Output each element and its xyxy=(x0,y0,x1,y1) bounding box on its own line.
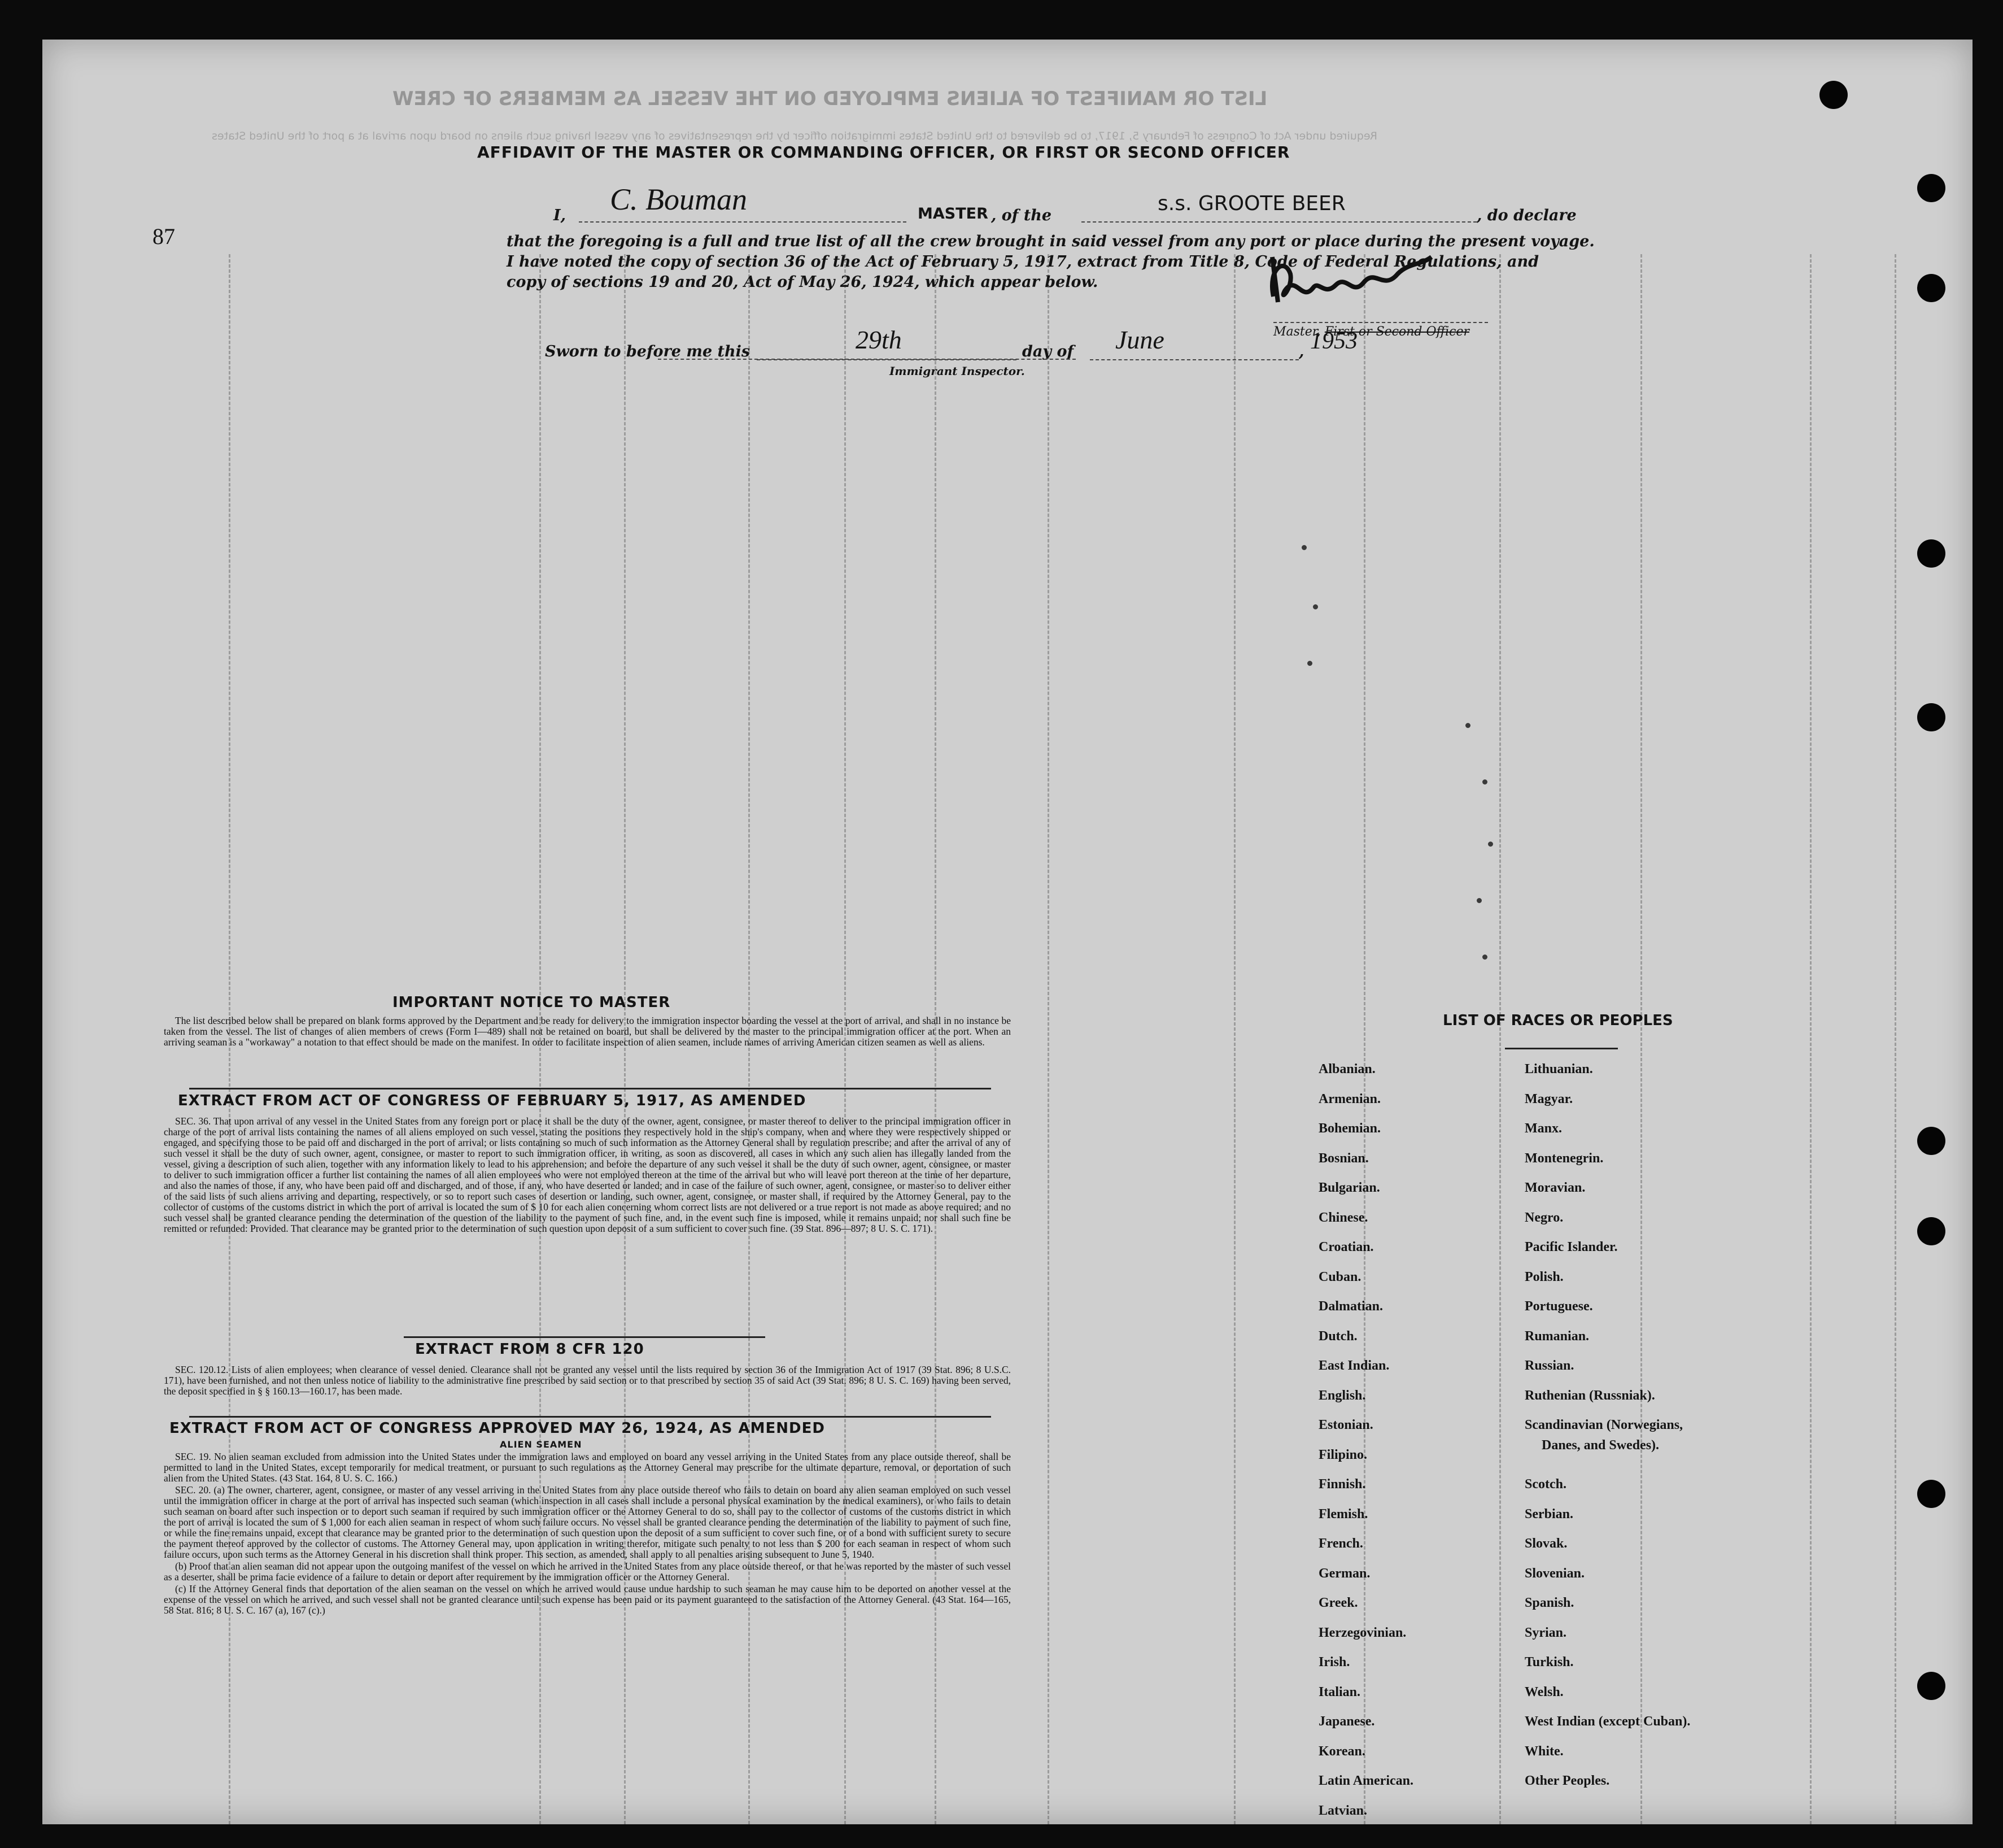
race-entry: Portuguese. xyxy=(1525,1299,1593,1314)
race-entry: Japanese. xyxy=(1319,1714,1375,1729)
sec-20b-text: (b) Proof that an alien seaman did not appear upon the outgoing manifest of the vessel on which he arrived in the United States from any place outside thereof, or that he was reported by the master of such vessel as a deserter, shall be prima facie evidence of a failure to detain or deport after requirement by the immigration officer or the Attorney General. xyxy=(164,1561,1011,1583)
extract-cfr-title: EXTRACT FROM 8 CFR 120 xyxy=(415,1341,644,1358)
binder-hole xyxy=(1917,539,1945,568)
sec-20a-text: SEC. 20. (a) The owner, charterer, agent, consignee, or master of any vessel arriving in the United States from any place outside thereof who fails to detain on board any alien seaman employed on such vessel until the immigration officer in charge at the port of arrival has inspected such seaman (which inspection in all cases shall include a personal physical examination by the medical examiners), or who fails to detain such seaman on board after such inspection or to deport such seaman if required by such immigration officer or the Attorney General to do so, shall pay to the collector of customs of the customs district in which the port of arrival is located the sum of $ 1,000 for each alien seaman in respect of whom such failure occurs. No vessel shall be granted clearance pending the determination of the liability to payment of such fine, or while the fine remains unpaid, except that clearance may be granted prior to the determination of such question upon the deposit of a sum sufficient to cover such fine, or of a bond with sufficient surety to secure the payment thereof approved by the collector of customs. The Attorney General may, upon application in writing therefor, mitigate such penalty to not less than $ 200 for each seaman in respect of whom such failure occurs, upon such terms as the Attorney General in his discretion shall think proper. This section, as amended, shall apply to all penalties arising subsequent to June 5, 1940. xyxy=(164,1484,1011,1560)
column-rule xyxy=(1234,254,1236,1824)
binder-hole xyxy=(1917,1672,1945,1700)
race-entry: Lithuanian. xyxy=(1525,1062,1593,1076)
day-of-label: day of xyxy=(1022,343,1074,360)
race-entry: Montenegrin. xyxy=(1525,1150,1604,1166)
declare-label: , do declare xyxy=(1477,207,1577,224)
vessel-blank xyxy=(1081,221,1477,223)
race-entry: Spanish. xyxy=(1525,1596,1574,1610)
race-entry: Filipino. xyxy=(1319,1447,1368,1462)
race-entry: Welsh. xyxy=(1525,1684,1564,1699)
sworn-day: 29th xyxy=(856,325,902,354)
sec-36-text: SEC. 36. That upon arrival of any vessel in the United States from any foreign port or place it shall be the duty of the owner, agent, consignee, or master thereof to deliver to the principal immigration officer in charge of the port of arrival lists containing the names of all aliens employed on such vessel, stating the positions they respectively hold in the ship's company, when and where they were respectively shipped or engaged, and specifying those to be paid off and discharged in the port of arrival; or lists containing so much of such information as the Attorney General shall by regulation prescribe; and after the arrival of any of such vessel it shall be the duty of such owner, agent, consignee, or master to report to such immigration officer, in writing, as soon as discovered, all cases in which any such alien has illegally landed from the vessel, giving a description of such alien, together with any information likely to lead to his apprehension; and before the departure of any such vessel it shall be the duty of such owner, agent, consignee, or master to deliver to such immigration officer a further list containing the names of all alien employees who were not employed thereon at the time of the arrival but who will leave port thereon at the time of her departure, and also the names of those, if any, who have been paid off and discharged, and of those, if any, who have deserted or landed; and in case of the failure of such owner, agent, consignee, or master so to deliver either of the said lists of such aliens arriving and departing, respectively, or so to report such cases of desertion or landing, such owner, agent, consignee, or master shall, if required by the Attorney General, pay to the collector of customs of the customs district in which the port of arrival is located the sum of $ 10 for each alien concerning whom correct lists are not delivered or a true report is not made as above required; and no such vessel shall be granted clearance pending the determination of the question of the liability to the payment of such fine, and, in the event such fine is imposed, while it remains unpaid; nor shall such fine be remitted or refunded: Provided. That clearance may be granted prior to the determination of such question upon deposit of a sum sufficient to cover such fine. (39 Stat. 896—897; 8 U. S. C. 171). xyxy=(164,1115,1011,1234)
master-name: C. Bouman xyxy=(610,182,747,216)
race-entry: Pacific Islander. xyxy=(1525,1240,1618,1254)
extract-1917-body xyxy=(164,1116,1011,1235)
races-column-2 xyxy=(1525,1062,1690,1803)
sec-120-12-text: SEC. 120.12. Lists of alien employees; when clearance of vessel denied. Clearance shall not be granted any vessel until the lists required by section 36 of the Immigration Act of 1917 (39 Stat. 896; 8 U.S.C. 171), have been furnished, and not then unless notice of liability to the administrative fine prescribed by said section or to that prescribed by section 35 of said Act (39 Stat. 896; 8 U. S. C. 169) having been served, the deposit specified in § § 160.13—160.17, has been made. xyxy=(164,1364,1011,1397)
notice-body xyxy=(164,1015,1011,1049)
reverse-side-title: LIST OR MANIFEST OF ALIENS EMPLOYED ON THE VESSEL AS MEMBERS OF CREW xyxy=(392,88,1268,110)
signature-blank xyxy=(1273,322,1488,323)
column-rule xyxy=(1499,254,1501,1824)
column-rule xyxy=(1048,254,1049,1824)
document-page xyxy=(42,40,1973,1824)
affidavit-line-3: I have noted the copy of section 36 of the Act of February 5, 1917, extract from Title 8, Code of Federal Regulations, and xyxy=(507,253,1539,271)
of-the-label: , of the xyxy=(991,207,1052,224)
affidavit-title: AFFIDAVIT OF THE MASTER OR COMMANDING OFFICER, OR FIRST OR SECOND OFFICER xyxy=(477,143,1290,162)
race-entry: Greek. xyxy=(1319,1596,1358,1610)
sworn-month: June xyxy=(1115,325,1164,354)
column-rule xyxy=(1810,254,1812,1824)
sworn-label: Sworn to before me this xyxy=(545,343,750,360)
race-entry: Negro. xyxy=(1525,1210,1564,1225)
signature-label-master: Master, xyxy=(1273,325,1321,339)
year-comma: , xyxy=(1299,343,1304,360)
column-rule xyxy=(1895,254,1896,1824)
race-entry: Italian. xyxy=(1319,1684,1361,1699)
race-entry: Bosnian. xyxy=(1319,1150,1369,1166)
notice-title: IMPORTANT NOTICE TO MASTER xyxy=(392,994,671,1011)
rank-label: MASTER xyxy=(918,205,988,223)
race-entry: German. xyxy=(1319,1566,1371,1581)
typed-mark xyxy=(1465,723,1470,728)
race-entry: Ruthenian (Russniak). xyxy=(1525,1388,1655,1403)
race-entry: Polish. xyxy=(1525,1269,1564,1284)
sec-19-text: SEC. 19. No alien seaman excluded from admission into the United States under the immigration laws and employed on board any vessel arriving in the United States from any place outside thereof, shall be permitted to land in the United States, except temporarily for medical treatment, or pursuant to such regulations as the Attorney General may prescribe for the ultimate departure, removal, or deportation of such alien from the United States. (43 Stat. 164, 8 U. S. C. 166.) xyxy=(164,1451,1011,1484)
race-entry: Serbian. xyxy=(1525,1506,1574,1522)
race-entry: Albanian. xyxy=(1319,1062,1376,1076)
race-entry: Korean. xyxy=(1319,1744,1365,1759)
extract-1924-body xyxy=(164,1452,1011,1617)
sec-20c-text: (c) If the Attorney General finds that deportation of the alien seaman on the vessel on which he arrived would cause undue hardship to such seaman he may cause him to be deported on another vessel at the expense of the vessel on which he arrived, and such vessel shall not be granted clearance until such expense has been paid or its payment guaranteed to the satisfaction of the Attorney General. (43 Stat. 164—165, 58 Stat. 816; 8 U. S. C. 167 (a), 167 (c).) xyxy=(164,1583,1011,1616)
race-entry: Magyar. xyxy=(1525,1091,1573,1106)
race-entry: Armenian. xyxy=(1319,1091,1381,1106)
race-entry: Other Peoples. xyxy=(1525,1773,1610,1788)
margin-note: 87 xyxy=(152,224,175,249)
extract-cfr-body xyxy=(164,1365,1011,1398)
race-entry: English. xyxy=(1319,1388,1366,1403)
typed-mark xyxy=(1482,779,1487,784)
binder-hole xyxy=(1917,703,1945,731)
name-blank xyxy=(579,221,906,223)
race-entry: Irish. xyxy=(1319,1655,1350,1670)
typed-mark xyxy=(1488,842,1493,847)
inspector-signature-line xyxy=(658,359,1076,360)
race-entry: Slovak. xyxy=(1525,1536,1568,1551)
race-entry: Dutch. xyxy=(1319,1328,1358,1344)
race-entry: White. xyxy=(1525,1744,1564,1759)
race-entry: Estonian. xyxy=(1319,1418,1373,1432)
reverse-side-subtitle: Required under Act of Congress of February 5, 1917, to be delivered to the United States immigration officer by the representatives of any vessel having such aliens on board upon arrival at a port of the United States xyxy=(212,130,1377,142)
inspector-label: Immigrant Inspector. xyxy=(889,364,1025,378)
signature-label xyxy=(1273,325,1469,339)
race-entry: Moravian. xyxy=(1525,1180,1586,1195)
race-entry: Herzegovinian. xyxy=(1319,1625,1407,1640)
typed-mark xyxy=(1482,954,1487,960)
race-entry: East Indian. xyxy=(1319,1358,1390,1373)
race-entry: Flemish. xyxy=(1319,1506,1368,1522)
signature-label-struck: First or Second Officer xyxy=(1324,325,1470,339)
binder-hole xyxy=(1917,174,1945,202)
race-entry: Dalmatian. xyxy=(1319,1299,1383,1314)
sworn-year: 1953 xyxy=(1310,328,1358,354)
races-column-1 xyxy=(1319,1062,1413,1833)
master-signature xyxy=(1262,234,1443,319)
typed-mark xyxy=(1313,604,1318,609)
race-entry: Scandinavian (Norwegians, xyxy=(1525,1418,1683,1432)
section-rule xyxy=(404,1336,765,1338)
typed-mark xyxy=(1477,898,1482,903)
races-title: LIST OF RACES OR PEOPLES xyxy=(1443,1012,1673,1029)
race-entry: Chinese. xyxy=(1319,1210,1368,1225)
notice-text: The list described below shall be prepared on blank forms approved by the Department and be ready for delivery to the immigration inspector boarding the vessel at the port of arrival, and shall in no instance be taken from the vessel. The list of changes of alien members of crews (Form I—489) shall not be retained on board, but shall be delivered by the master to the principal immigration officer at the port. When an arriving seaman is a "workaway" a notation to that effect should be made on the manifest. In order to facilitate inspection of alien seamen, include names of arriving American citizen seamen as well as aliens. xyxy=(164,1015,1011,1048)
race-entry: Latin American. xyxy=(1319,1773,1413,1788)
races-rule xyxy=(1505,1048,1618,1049)
section-rule xyxy=(189,1088,991,1089)
vessel-name: s.s. GROOTE BEER xyxy=(1158,192,1346,215)
binder-hole xyxy=(1917,274,1945,302)
race-entry: Danes, and Swedes). xyxy=(1542,1438,1660,1453)
race-entry: Croatian. xyxy=(1319,1240,1374,1254)
typed-mark xyxy=(1307,661,1312,666)
month-blank xyxy=(1090,359,1299,360)
race-entry: Rumanian. xyxy=(1525,1328,1590,1344)
race-entry: Slovenian. xyxy=(1525,1566,1585,1581)
race-entry: Manx. xyxy=(1525,1121,1562,1136)
race-entry: Cuban. xyxy=(1319,1269,1361,1284)
extract-1924-title: EXTRACT FROM ACT OF CONGRESS APPROVED MAY 26, 1924, AS AMENDED xyxy=(169,1420,825,1437)
binder-hole xyxy=(1917,1127,1945,1155)
affidavit-prefix: I, xyxy=(553,207,566,224)
race-entry: West Indian (except Cuban). xyxy=(1525,1714,1691,1729)
affidavit-line-4: copy of sections 19 and 20, Act of May 26, 1924, which appear below. xyxy=(507,273,1098,291)
race-entry: French. xyxy=(1319,1536,1363,1551)
alien-seamen-subtitle: ALIEN SEAMEN xyxy=(500,1439,582,1450)
race-entry: Latvian. xyxy=(1319,1803,1368,1818)
section-rule xyxy=(189,1416,991,1418)
affidavit-line-2: that the foregoing is a full and true list of all the crew brought in said vessel from any port or place during the present voyage. xyxy=(507,233,1595,250)
race-entry: Bulgarian. xyxy=(1319,1180,1380,1195)
binder-hole xyxy=(1819,81,1848,109)
race-entry: Syrian. xyxy=(1525,1625,1567,1640)
extract-1917-title: EXTRACT FROM ACT OF CONGRESS OF FEBRUARY 5, 1917, AS AMENDED xyxy=(178,1092,806,1109)
race-entry: Russian. xyxy=(1525,1358,1574,1373)
race-entry: Bohemian. xyxy=(1319,1121,1381,1136)
race-entry: Turkish. xyxy=(1525,1655,1574,1670)
typed-mark xyxy=(1302,545,1307,550)
race-entry: Finnish. xyxy=(1319,1477,1366,1492)
race-entry: Scotch. xyxy=(1525,1477,1566,1492)
binder-hole xyxy=(1917,1217,1945,1245)
binder-hole xyxy=(1917,1480,1945,1508)
